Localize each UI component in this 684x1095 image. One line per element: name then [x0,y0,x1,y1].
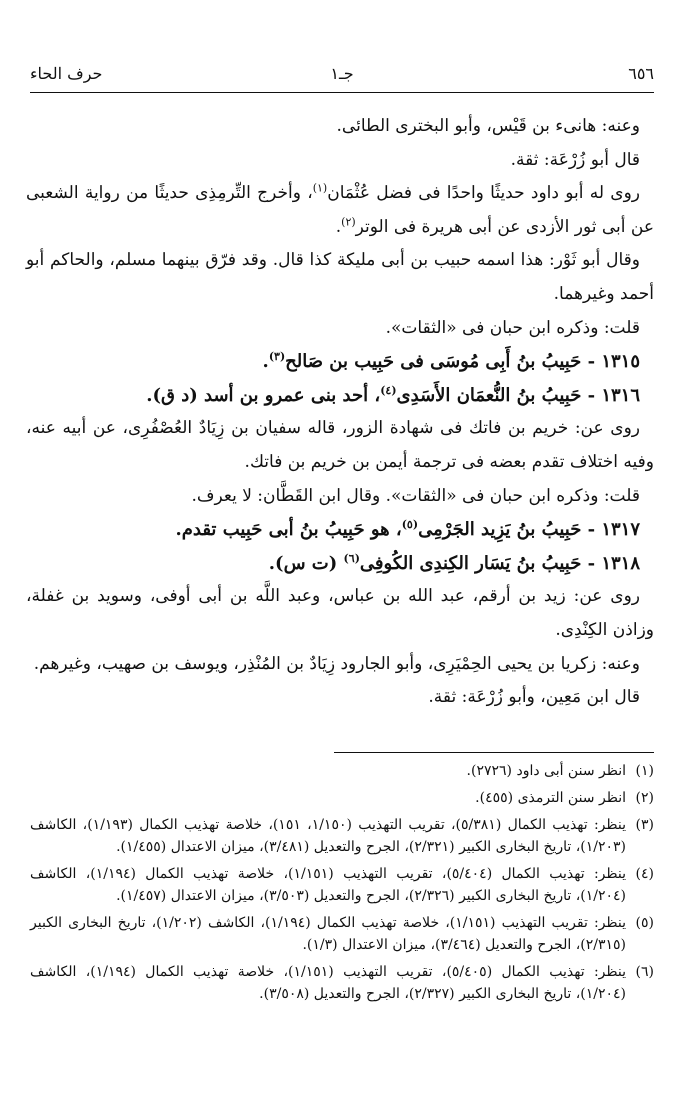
entry-heading: ١٣١٥ - حَبِيبُ بنُ أَبِى مُوسَى فى حَبِيب بن صَالح$^{(٣)}$. [262,350,640,373]
paragraph: روى عن: خريم بن فاتك فى شهادة الزور، قاله سفيان بن زِيَادٌ العُصْفُرِى، عن أبيه عنه، وفيه اختلاف تقدم بعضه فى ترجمة أيمن بن خريم بن فاتك. [26,418,654,472]
footnote-text: انظر سنن أبى داود (٢٧٢٦). [466,763,626,779]
footnote-number: (٤) [635,866,654,882]
paragraph: روى عن: زيد بن أرقم، عبد الله بن عباس، وعبد اللَّه بن أبى أوفى، وسويد بن غفلة، وزاذن الكِنْدِى. [26,586,654,640]
paragraph: قال أبو زُرْعَة: ثقة. [510,149,640,170]
paragraph: قال ابن مَعِين، وأبو زُرْعَة: ثقة. [428,687,640,708]
footnote-text: ينظر: تهذيب الكمال (٥/٤٠٤)، تقريب التهذيب (١/١٥١)، خلاصة تهذيب الكمال (١/١٩٤)، الكاشف (١/٢٠٤)، تاريخ البخارى الكبير (٢/٣٢٦)، الجرح والتعديل (٣/٥٠٣)، ميزان الاعتدال (١/٤٥٧). [30,866,626,904]
footnote-number: (٥) [635,915,654,931]
footnote-ref: (٣) [268,350,286,364]
footnote-number: (٣) [635,817,654,833]
footnote [30,863,654,907]
footnote [30,961,654,1005]
page-number: ٦٥٦ [628,64,654,83]
footnote-separator [334,752,654,753]
main-text [26,110,654,715]
volume-label: جـ١ [330,64,354,83]
footnote [30,787,654,809]
paragraph: قلت: وذكره ابن حبان فى «الثقات». [385,317,640,338]
footnote-ref: (١) [312,181,328,195]
paragraph: وعنه: زكريا بن يحيى الحِمْيَرِى، وأبو الجارود زِيَادٌ بن المُنْذِر، ويوسف بن صهيب، وغيرهم. [33,653,640,674]
footnote-text: ينظر: تهذيب الكمال (٥/٤٠٥)، تقريب التهذيب (١/١٥١)، خلاصة تهذيب الكمال (١/١٩٤)، الكاشف (١/٢٠٤)، تاريخ البخارى الكبير (٢/٣٢٧)، الجرح والتعديل (٣/٥٠٨). [30,964,626,1002]
entry-heading: ١٣١٧ - حَبِيبُ بنُ يَزِيد الجَرْمِى$^{(٥)}$، هو حَبِيبُ بنُ أبى حَبِيب تقدم. [175,518,640,541]
footnote-ref: (٤) [380,383,397,397]
section-title: حرف الحاء [30,64,103,83]
footnote [30,814,654,858]
paragraph: روى له أبو داود حديثًا واحدًا فى فضل عُثْمَان$^{(١)}$، وأخرج التِّرمِذِى حديثًا من رواية الشعبى عن أبى ثور الأزدى عن أبى هريرة فى الوتر$^{(٢)}$. [26,181,654,237]
footnote-number: (٦) [635,964,654,980]
entry-heading: ١٣١٨ - حَبِيبُ بنُ يَسَار الكِندِى الكُوفِى$^{(٦)}$ (ت س). [268,551,640,574]
footnote-number: (٢) [635,790,654,806]
footnote [30,912,654,956]
paragraph: قلت: وذكره ابن حبان فى «الثقات». وقال ابن القَطَّان: لا يعرف. [191,485,640,506]
footnote-ref: (٥) [401,518,419,532]
footnote-ref: (٦) [343,551,360,565]
footnote-ref: (٢) [341,215,356,229]
footnote-text: ينظر: تهذيب الكمال (٥/٣٨١)، تقريب التهذيب (١/١٥٠، ١٥١)، خلاصة تهذيب الكمال (١/١٩٣)، الكاشف (١/٢٠٣)، تاريخ البخارى الكبير (٢/٣٢١)، الجرح والتعديل (٣/٤٨١)، ميزان الاعتدال (١/٤٥٥). [30,817,626,855]
paragraph: وقال أبو ثَوْر: هذا اسمه حبيب بن أبى مليكة كذا قال. وقد فرّق بينهما مسلم، والحاكم أبو أحمد وغيرهما. [26,250,654,304]
footnotes [30,760,654,1010]
footnote-number: (١) [635,763,654,779]
footnote-text: ينظر: تقريب التهذيب (١/١٥١)، خلاصة تهذيب الكمال (١/١٩٤)، الكاشف (١/٢٠٢)، تاريخ البخارى الكبير (٢/٣١٥)، الجرح والتعديل (٣/٤٦٤)، ميزان الاعتدال (١/٣). [30,915,627,953]
footnote [30,760,654,782]
header-rule [30,92,654,93]
footnote-text: انظر سنن الترمذى (٤٥٥). [475,790,626,806]
entry-heading: ١٣١٦ - حَبِيبُ بنُ النُّعمَان الأَسَدِى$^{(٤)}$، أحد بنى عمرو بن أسد (د ق). [146,383,640,406]
page-header [30,60,654,88]
paragraph: وعنه: هانىء بن قَيْس، وأبو البخترى الطائى. [336,116,640,136]
